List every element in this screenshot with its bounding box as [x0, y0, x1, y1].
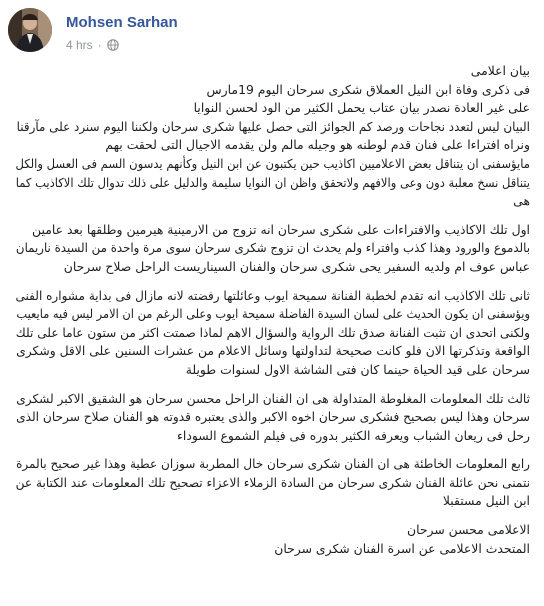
text-line: نتمنى نحن عائلة الفنان شكرى سرحان من السادة الزملاء الاعزاء تصحيح تلك المعلومات عند الكتابة عن [15, 474, 530, 490]
paragraph-first [16, 221, 530, 277]
profile-photo-icon [8, 8, 52, 52]
text-line: سرحان على قيد الحياة حينما كان فتى الشاشة الاول لسنوات طويلة [185, 361, 530, 377]
paragraph-intro [16, 62, 530, 211]
text-line: ولكنى اتحدى ان تثبت الفنانة صدق تلك الرواية والسؤال الاهم لماذا صمتت اكثر من ستون عاما على تلك [15, 324, 531, 340]
paragraph-third [16, 390, 530, 446]
meta-separator: · [97, 38, 102, 52]
text-line: ثانى تلك الاكاذيب انه تقدم لخطبة الفنانة سميحة ايوب وعائلتها رفضته لانه مازال فى بداية مشواره الفنى [15, 287, 531, 303]
text-line: سرحان وهذا ليس بصحيح فشكرى سرحان اخوه الاكبر والذى يعتبره قدوته هو الفنان صلاح سرحان الذى [16, 409, 530, 425]
text-line: هى [513, 193, 530, 209]
signature-title: المتحدث الاعلامى عن اسرة الفنان شكرى سرحان [274, 540, 530, 556]
text-line: اول تلك الاكاذيب والافتراءات على شكرى سرحان انه تزوج من الارمينية هيرمين وطلقها بعد عامين [32, 221, 530, 237]
text-line: البيان ليس لتعدد نجاحات ورصد كم الجوائز التى حصل عليها شكرى سرحان ولكننا اليوم سنرد على مآرقنا [16, 118, 530, 134]
text-line: رابع المعلومات الخاطئة هى ان الفنان شكرى سرحان خال المطربة سوزان عطية وهذا غير صحيح بالمرة [16, 456, 531, 472]
text-line: عباس عوف ام ولديه السفير يحى شكرى سرحان والفنان السيناريست الراحل صلاح سرحان [63, 258, 530, 274]
post-header [8, 8, 536, 58]
text-line: فى ذكرى وفاة ابن النيل العملاق شكرى سرحان اليوم 19مارس [206, 81, 530, 97]
text-line: ونراه افتراءا على فنان قدم لوطنه هو وجيله مالم ولن يقدمه الاجيال التى لحقت بهم [105, 137, 530, 153]
author-name[interactable]: Mohsen Sarhan [66, 14, 178, 31]
author-avatar[interactable] [8, 8, 52, 52]
paragraph-second [16, 287, 530, 380]
signature [16, 521, 530, 558]
text-line: مايؤسفنى ان يتناقل بعض الاعلاميين اكاذيب حين يكتبون عن ابن النيل وكأنهم يدسون السم فى العسل والكل [15, 155, 530, 171]
signature-name: الاعلامى محسن سرحان [406, 522, 530, 538]
text-line: ثالث تلك المعلومات المغلوطة المتداولة هى ان الفنان الراحل محسن سرحان هو الشقيق الاكبر لشكرى [16, 390, 531, 406]
text-line: بيان اعلامى [470, 63, 530, 78]
globe-icon[interactable] [107, 39, 119, 51]
post-timestamp[interactable]: 4 hrs [66, 38, 93, 52]
text-line: ويؤسفنى ان يكون الحديث على لسان السيدة الفاضلة سميحة ايوب وعلى الرغم من ان الامر ليس فيه مايعيب [16, 306, 530, 322]
post-body [16, 62, 530, 568]
text-line: على غير العادة نصدر بيان عتاب يحمل الكثير من الود لحسن النوايا [193, 100, 530, 116]
text-line: يتناقل نسخ معلبة دون وعى والافهم ولاتحقق واظن ان النوايا سليمة والدليل على ذلك تدوال تلك الاكاذيب كما [15, 174, 531, 190]
text-line: رحل فى ريعان الشباب ويعرفه الكثير بدوره فى فيلم الشموع السوداء [177, 427, 530, 443]
text-line: ابن النيل مستقبلا [442, 493, 530, 509]
text-line: بالدموع والورود وهذا كذب وافتراء ولم يحدث ان تزوج شكرى سرحان سوى مرة واحدة من السيدة ناريمان [15, 240, 530, 256]
paragraph-fourth [16, 455, 530, 511]
text-line: الواقعة وتذكرتها الان فلو كانت صحيحة لتداولتها وسائل الاعلام من عشرات السنين على الاقل وشكرى [16, 343, 530, 359]
post-meta [66, 38, 119, 52]
